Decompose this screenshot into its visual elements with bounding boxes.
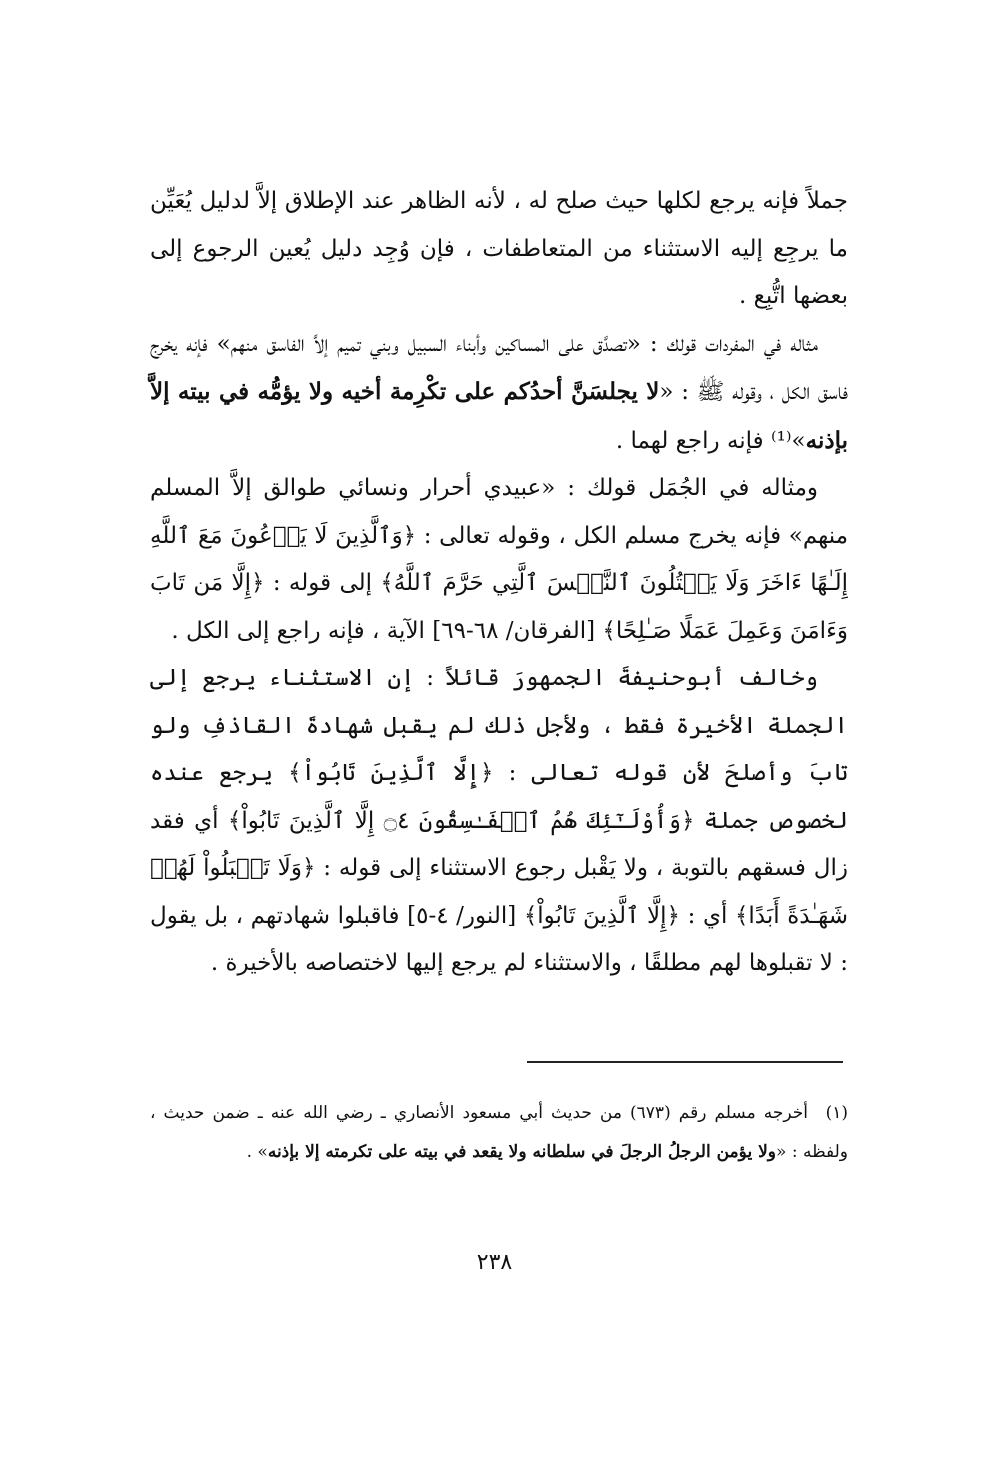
quran-verse: ﴿إِلَّا ٱلَّذِينَ تَابُواْ﴾ [523, 902, 681, 929]
text-run: إلى قوله : [264, 570, 381, 596]
footnote-hadith-quote: ولا يؤمن الرجلُ الرجلَ في سلطانه ولا يقعد في بيته على تكرمته إلا بإذنه [267, 1142, 777, 1162]
paragraph-4 [150, 655, 848, 988]
text-run: [النور/ ٤-٥] فاقبلوا شهادتهم ، بل يقول : لا تقبلوها لهم مطلقًا ، والاستثناء لم يرجع إليها لاختصاصه بالأخيرة . [150, 902, 848, 976]
footnote-text: » . [246, 1142, 268, 1162]
footnotes [150, 1094, 848, 1172]
footnote-text: أخرجه مسلم رقم (٦٧٣) من حديث أبي مسعود الأنصاري ـ رضي الله عنه ـ ضمن حديث ، ولفظه : « [150, 1103, 848, 1162]
footnote-1 [150, 1094, 848, 1172]
quran-verse: ﴿وَٱلَّذِينَ لَا يَدۡعُونَ مَعَ ٱللَّهِ إِلَـٰهًا ءَاخَرَ وَلَا يَقۡتُلُونَ ٱلنَّفۡسَ ٱلَّتِي حَرَّمَ ٱللَّهُ﴾ [150, 522, 848, 596]
footnote-divider [527, 1061, 843, 1063]
paragraph-1 [150, 178, 848, 321]
page-number: ٢٣٨ [476, 1250, 513, 1275]
text-run: »⁽¹⁾ فإنه راجع لهما . [615, 427, 806, 454]
text-run: جملاً فإنه يرجع لكلها حيث صلح له ، لأنه الظاهر عند الإطلاق إلاَّ لدليل يُعَيِّن ما يرجِع إليه الاستثناء من المتعاطفات ، فإن وُجِد دليل يُعين الرجوع إلى بعضها اتُّبِع . [150, 188, 848, 309]
text-run: مثاله في المفردات قولك : «تصدَّق على المساكين وأبناء السبيل وبني تميم إلاَّ الفاسق منهم» فإنه يخرج فاسق الكل ، وقوله ﷺ : « [150, 330, 848, 405]
text-run: ومثاله في الجُمَل قولك : «عبيدي أحرار ونسائي طوالق إلاَّ المسلم منهم» فإنه يخرج مسلم الكل ، وقوله تعالى : [150, 475, 849, 549]
main-text [150, 178, 848, 988]
hadith-quote: لا يجلسَنَّ أحدُكم على تكْرِمة أخيه ولا يؤمُّه في بيته إلاَّ بإذنه [150, 378, 848, 454]
text-run: أي : [680, 902, 735, 929]
paragraph-3 [150, 465, 848, 655]
footnote-number: (١) [825, 1103, 848, 1123]
quran-verse: ﴿وَلَا تَقۡبَلُواْ لَهُمۡ شَهَـٰدَةً أَبَدًا﴾ [150, 855, 848, 929]
quran-verse: ﴿وَأُوْلَـٰٓئِكَ هُمُ ٱلۡفَـٰسِقُونَ ۝٤ إِلَّا ٱلَّذِينَ تَابُواْ﴾ [227, 807, 695, 834]
quran-verse: ﴿إِلَّا ٱلَّذِينَ تَابُواْ﴾ [288, 760, 494, 786]
text-run: وخالف أبوحنيفةَ الجمهورَ قائلاً : إن الاستثناء يرجع إلى الجملة الأخيرة فقط ، ولأجل ذلك لم يقبل شهادةَ القاذفِ ولو تابَ وأصلحَ لأن قوله تعالى : [150, 665, 849, 786]
text-run: يرجع عنده لخصوص جملة [150, 760, 848, 834]
quran-verse: ﴿إِلَّا مَن تَابَ وَءَامَنَ وَعَمِلَ عَمَلًا صَـٰلِحًا﴾ [150, 570, 848, 644]
text-run: [الفرقان/ ٦٨-٦٩] الآية ، فإنه راجع إلى الكل . [171, 617, 603, 644]
text-run: أي فقد زال فسقهم بالتوبة ، ولا يَقْبل رجوع الاستثناء إلى قوله : [150, 807, 848, 881]
paragraph-2 [150, 321, 848, 466]
